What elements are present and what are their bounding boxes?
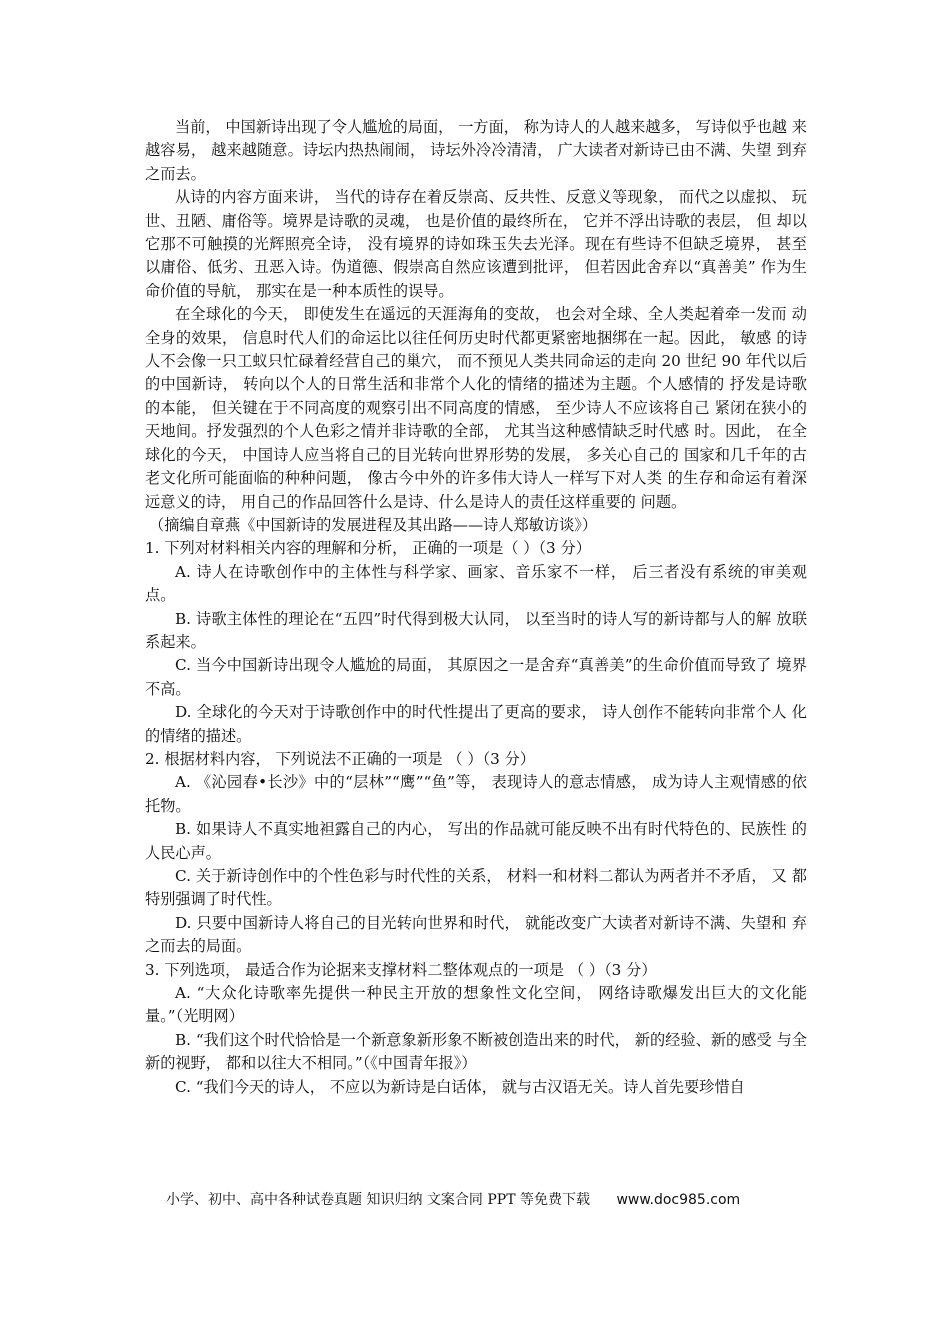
option-c: C. 关于新诗创作中的个性色彩与时代性的关系， 材料一和材料二都认为两者并不矛盾， 又 都特别强调了时代性。 [145,867,807,909]
paragraph-1: 当前， 中国新诗出现了令人尴尬的局面， 一方面， 称为诗人的人越来越多， 写诗似乎也越 来越容易， 越来越随意。诗坛内热热闹闹， 诗坛外冷冷清清， 广大读者对新诗已由不满、失望 到弃之而去。 [145,118,807,183]
option-a: A. 诗人在诗歌创作中的主体性与科学家、画家、音乐家不一样， 后三者没有系统的审美观点。 [145,562,807,605]
source-citation: （摘编自章燕《中国新诗的发展进程及其出路——诗人郑敏访谈》） [149,515,598,534]
page-footer [166,1190,806,1210]
question-1 [145,537,807,748]
option-d: D. 只要中国新诗人将自己的目光转向世界和时代， 就能改变广大读者对新诗不满、失望和 弃之而去的局面。 [145,913,807,956]
question-stem: 3. 下列选项， 最适合作为论据来支撑材料二整体观点的一项是 （ ）（3 分） [145,960,657,979]
question-2 [145,748,807,959]
option-a: A. “大众化诗歌率先提供一种民主开放的想象性文化空间， 网络诗歌爆发出巨大的文化能 量。”（光明网） [145,984,807,1026]
option-d: D. 全球化的今天对于诗歌创作中的时代性提出了更高的要求， 诗人创作不能转向非常个人 化的情绪的描述。 [145,703,807,745]
option-b: B. 如果诗人不真实地袒露自己的内心， 写出的作品就可能反映不出有时代特色的、民族性 的人民心声。 [145,820,807,862]
question-stem: 2. 根据材料内容， 下列说法不正确的一项是 （ ）（3 分） [145,749,536,768]
paragraph-3: 在全球化的今天， 即使发生在遥远的天涯海角的变故， 也会对全球、全人类起着牵一发而 动全身的效果， 信息时代人们的命运比以往任何历史时代都更紧密地捆绑在一起。因此， 敏感 的诗人不会像一只工蚁只忙碌着经营自己的巢穴， 而不预见人类共同命运的走向 20 世纪 90 年代以后的中国新诗， 转向以个人的日常生活和非常个人化的情绪的描述为主题。个人感情的 抒发是诗歌的本能， 但关键在于不同高度的观察引出不同高度的情感， 至少诗人不应该将自己 紧闭在狭小的天地间。抒发强烈的个人色彩之情并非诗歌的全部， 尤其当这种感情缺乏时代感 时。因此， 在全球化的今天， 中国诗人应当将自己的目光转向世界形势的发展， 多关心自己的 国家和几千年的古老文化所可能面临的种种问题， 像古今中外的许多伟大诗人一样写下对人类 的生存和命运有着深远意义的诗， 用自己的作品回答什么是诗、什么是诗人的责任这样重要的 问题。 [145,305,807,511]
option-c: C. “我们今天的诗人， 不应以为新诗是白话体， 就与古汉语无关。诗人首先要珍惜自 [175,1077,745,1096]
footer-site-link[interactable]: www.doc985.com [616,1192,741,1208]
option-a: A. 《沁园春•长沙》中的“层林”“鹰”“鱼”等， 表现诗人的意志情感， 成为诗人主观情感的依托物。 [145,773,807,815]
document-body [145,116,807,1099]
question-stem: 1. 下列对材料相关内容的理解和分析， 正确的一项是（ ）（3 分） [145,539,591,558]
footer-text: 小学、初中、高中各种试卷真题 知识归纳 文案合同 PPT 等免费下载 [166,1192,590,1208]
question-3 [145,959,807,1099]
option-c: C. 当今中国新诗出现令人尴尬的局面， 其原因之一是舍弃“真善美”的生命价值而导致了 境界不高。 [145,656,807,698]
option-b: B. “我们这个时代恰恰是一个新意象新形象不断被创造出来的时代， 新的经验、新的感受 与全新的视野， 都和以往大不相同。”（《中国青年报》） [145,1030,807,1073]
paragraph-2: 从诗的内容方面来讲， 当代的诗存在着反崇高、反共性、反意义等现象， 而代之以虚拟、 玩世、丑陋、庸俗等。境界是诗歌的灵魂， 也是价值的最终所在， 它并不浮出诗歌的表层， 但 却以它那不可触摸的光辉照亮全诗， 没有境界的诗如珠玉失去光泽。现在有些诗不但缺乏境界， 甚至以庸俗、低劣、丑恶入诗。伪道德、假崇高自然应该遭到批评， 但若因此舍弃以“真善美” 作为生命价值的导航， 那实在是一种本质性的误导。 [145,188,807,300]
option-b: B. 诗歌主体性的理论在“五四”时代得到极大认同， 以至当时的诗人写的新诗都与人的解 放联系起来。 [145,609,807,651]
